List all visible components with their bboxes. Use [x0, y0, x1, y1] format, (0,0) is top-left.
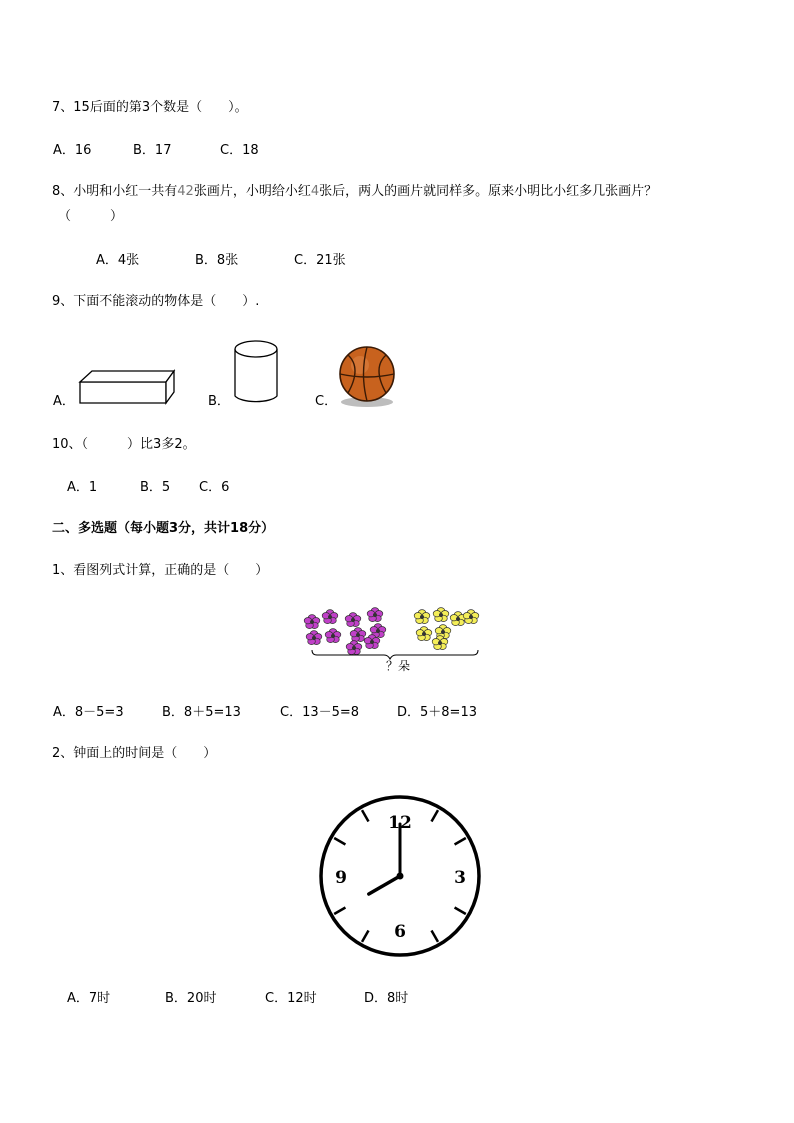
q10-option-a[interactable]: A．1 — [67, 480, 98, 495]
q8-text-mid: 张画片，小明给小红 — [193, 184, 311, 199]
flower-icon — [463, 610, 479, 624]
clock-num-9: 9 — [335, 868, 347, 888]
q9-text: 9、下面不能滚动的物体是（ ）. — [52, 294, 260, 309]
flower-icon — [346, 641, 362, 655]
q7-text: 7、15后面的第3个数是（ ）。 — [52, 100, 248, 115]
flower-icon — [433, 608, 449, 622]
m2-option-c[interactable]: C．12时 — [265, 991, 317, 1006]
m1-figure-label: ？朵 — [386, 659, 411, 673]
q8-num-total: 42 — [177, 184, 194, 199]
cylinder-image — [232, 338, 282, 408]
section2-title: 二、多选题（每小题3分，共计18分） — [52, 521, 275, 536]
m2-text: 2、钟面上的时间是（ ） — [52, 746, 217, 761]
clock-num-6: 6 — [394, 922, 406, 942]
flower-icon — [325, 629, 341, 643]
m2-option-a[interactable]: A．7时 — [67, 991, 111, 1006]
flower-icon — [367, 608, 383, 622]
q10-text: 10、（ ）比3多2。 — [52, 437, 196, 452]
cuboid-image — [78, 368, 178, 406]
m1-option-a[interactable]: A．8－5=3 — [53, 705, 124, 720]
m1-option-c[interactable]: C．13－5=8 — [280, 705, 360, 720]
flower-icon — [306, 631, 322, 645]
flower-icon — [322, 610, 338, 624]
clock-figure — [316, 794, 484, 958]
clock-num-3: 3 — [454, 868, 466, 888]
m2-option-d[interactable]: D．8时 — [364, 991, 409, 1006]
flower-icon — [345, 613, 361, 627]
q9-option-b[interactable]: B． — [208, 394, 230, 409]
q9-option-c[interactable]: C． — [315, 394, 338, 409]
q8-num-given: 4 — [310, 184, 320, 199]
m1-option-d[interactable]: D．5＋8=13 — [397, 705, 477, 720]
q10-option-c[interactable]: C．6 — [199, 480, 230, 495]
flower-icon — [416, 627, 432, 641]
q10-option-b[interactable]: B．5 — [140, 480, 171, 495]
q8-text-line1 — [52, 184, 657, 200]
q8-option-a[interactable]: A．4张 — [96, 253, 140, 268]
q8-option-b[interactable]: B．8张 — [195, 253, 239, 268]
clock-num-12: 12 — [388, 813, 412, 833]
q8-option-c[interactable]: C．21张 — [294, 253, 346, 268]
flower-icon — [350, 628, 366, 642]
flowers-figure — [300, 606, 490, 666]
flower-icon — [304, 615, 320, 629]
m1-text: 1、看图列式计算，正确的是（ ） — [52, 563, 269, 578]
flower-icon — [414, 610, 430, 624]
q8-text-line2: （ ） — [58, 209, 124, 224]
q9-option-a[interactable]: A． — [53, 394, 75, 409]
q7-option-b[interactable]: B．17 — [133, 143, 172, 158]
q7-option-a[interactable]: A．16 — [53, 143, 92, 158]
m1-option-b[interactable]: B．8＋5=13 — [162, 705, 241, 720]
basketball-image — [336, 344, 398, 410]
m2-option-b[interactable]: B．20时 — [165, 991, 217, 1006]
q8-text-prefix: 8、小明和小红一共有 — [52, 184, 178, 199]
q7-option-c[interactable]: C．18 — [220, 143, 259, 158]
q8-text-suffix: 张后，两人的画片就同样多。原来小明比小红多几张画片？ — [319, 184, 658, 199]
